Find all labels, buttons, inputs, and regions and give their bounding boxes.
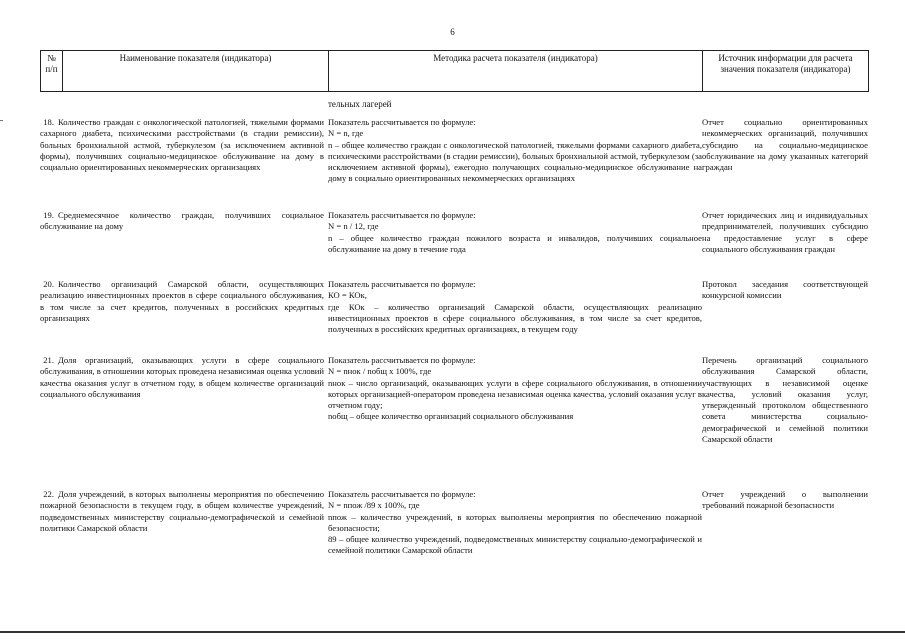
row-number: 20. <box>43 279 54 289</box>
row-number: 19. <box>43 210 54 220</box>
header-col-method: Методика расчета показателя (индикатора) <box>329 51 703 92</box>
scan-margin-mark <box>0 120 3 121</box>
method-line: N = nнок / nобщ х 100%, где <box>328 366 432 377</box>
indicator-name-text: Количество организаций Самарской области, осуществляющих реализацию инвестиционных проектов в сфере социального обслуживания, в том числе за счет кредитов, полученных в российских кредитных организациях <box>40 279 324 323</box>
method-line: где КОк – количество организаций Самарской области, осуществляющих реализацию инвестиционных проектов в сфере социального обслуживания, в том числе за счет кредитов, полученных в российских кредитных организациях, в текущем году <box>328 301 702 335</box>
information-source: Отчет юридических лиц и индивидуальных предпринимателей, получивших субсидию на предоставление услуг в сфере социального обслуживания граждан <box>702 210 868 254</box>
method-line: n – общее количество граждан с онкологической патологией, тяжелыми формами сахарного диабета, психическими расстройствами (в стадии ремиссии), больных бронхиальной астмой, туберкулезом (за исключением активной формы), ежегодно получающих социально-медицинское обслуживание на дому в социально ориентированных некоммерческих организациях <box>328 139 702 184</box>
header-col-source: Источник информации для расчета значения показателя (индикатора) <box>703 51 869 92</box>
method-line: nпож – количество учреждений, в которых выполнены мероприятия по обеспечению пожарной безопасности; <box>328 511 702 533</box>
indicator-name-text: Доля организаций, оказывающих услуги в сфере социального обслуживания, в отношении которых проведена независимая оценка условий качества оказания услуг в отчетном году, в общем количестве организаций социального обслуживания <box>40 355 324 399</box>
calculation-method <box>328 117 702 185</box>
information-source: Отчет социально ориентированных некоммерческих организаций, получивших субсидию на социально-медицинское обслуживание на дому указанных категорий граждан <box>702 117 868 173</box>
indicator-name <box>40 279 324 324</box>
row-number: 18. <box>43 117 54 127</box>
calculation-method <box>328 355 702 423</box>
method-line: КО = КОк, <box>328 290 367 301</box>
continuation-text: тельных лагерей <box>328 99 392 109</box>
method-line: N = n / 12, где <box>328 221 379 232</box>
method-line: nнок – число организаций, оказывающих услуги в сфере социального обслуживания, в отношении которых организацией-оператором проведена независимая оценка качества, условий оказания услуг в отчетном году; <box>328 377 702 411</box>
information-source: Протокол заседания соответствующей конкурсной комиссии <box>702 279 868 301</box>
method-line: 89 – общее количество учреждений, подведомственных министерству социально-демографической и семейной политики Самарской области <box>328 534 702 556</box>
method-line: Показатель рассчитывается по формуле: <box>328 489 476 499</box>
method-line: N = nпож /89 х 100%, где <box>328 500 420 511</box>
indicator-name <box>40 117 324 173</box>
indicator-name <box>40 355 324 400</box>
information-source: Перечень организаций социального обслуживания Самарской области, участвующих в независимой оценке качества, условий оказания услуг, утвержденный протоколом общественного совета министерства социально-демографической и семейной политики Самарской области <box>702 355 868 445</box>
header-col-num: № п/п <box>41 51 63 92</box>
indicator-name <box>40 489 324 534</box>
calculation-method <box>328 210 702 255</box>
indicator-name-text: Доля учреждений, в которых выполнены мероприятия по обеспечению пожарной безопасности в текущем году, в общем количестве учреждений, подведомственных министерству социально-демографической и семейной политики Самарской области <box>40 489 324 533</box>
table-header <box>40 50 869 92</box>
calculation-method <box>328 279 702 335</box>
information-source: Отчет учреждений о выполнении требований пожарной безопасности <box>702 489 868 511</box>
header-col-name: Наименование показателя (индикатора) <box>63 51 329 92</box>
indicator-name-text: Количество граждан с онкологической патологией, тяжелыми формами сахарного диабета, психическими расстройствами (в стадии ремиссии), больных бронхиальной астмой, туберкулезом (за исключением активной формы), получивших социально-медицинское обслуживание на дому в социально ориентированных некоммерческих организациях <box>40 117 324 173</box>
method-line: Показатель рассчитывается по формуле: <box>328 355 476 365</box>
method-line: Показатель рассчитывается по формуле: <box>328 279 476 289</box>
method-line: Показатель рассчитывается по формуле: <box>328 117 476 127</box>
row-number: 22. <box>43 489 54 499</box>
method-line: nобщ – общее количество организаций социального обслуживания <box>328 411 574 422</box>
indicator-name <box>40 210 324 233</box>
method-line: n – общее количество граждан пожилого возраста и инвалидов, получивших социальное обслуживание на дому в течение года <box>328 232 702 254</box>
row-number: 21. <box>43 355 54 365</box>
indicator-name-text: Среднемесячное количество граждан, получивших социальное обслуживание на дому <box>40 210 324 232</box>
scan-bottom-edge <box>0 631 905 633</box>
method-line: N = n, где <box>328 128 364 139</box>
method-line: Показатель рассчитывается по формуле: <box>328 210 476 220</box>
calculation-method <box>328 489 702 557</box>
page-number: 6 <box>450 27 455 37</box>
